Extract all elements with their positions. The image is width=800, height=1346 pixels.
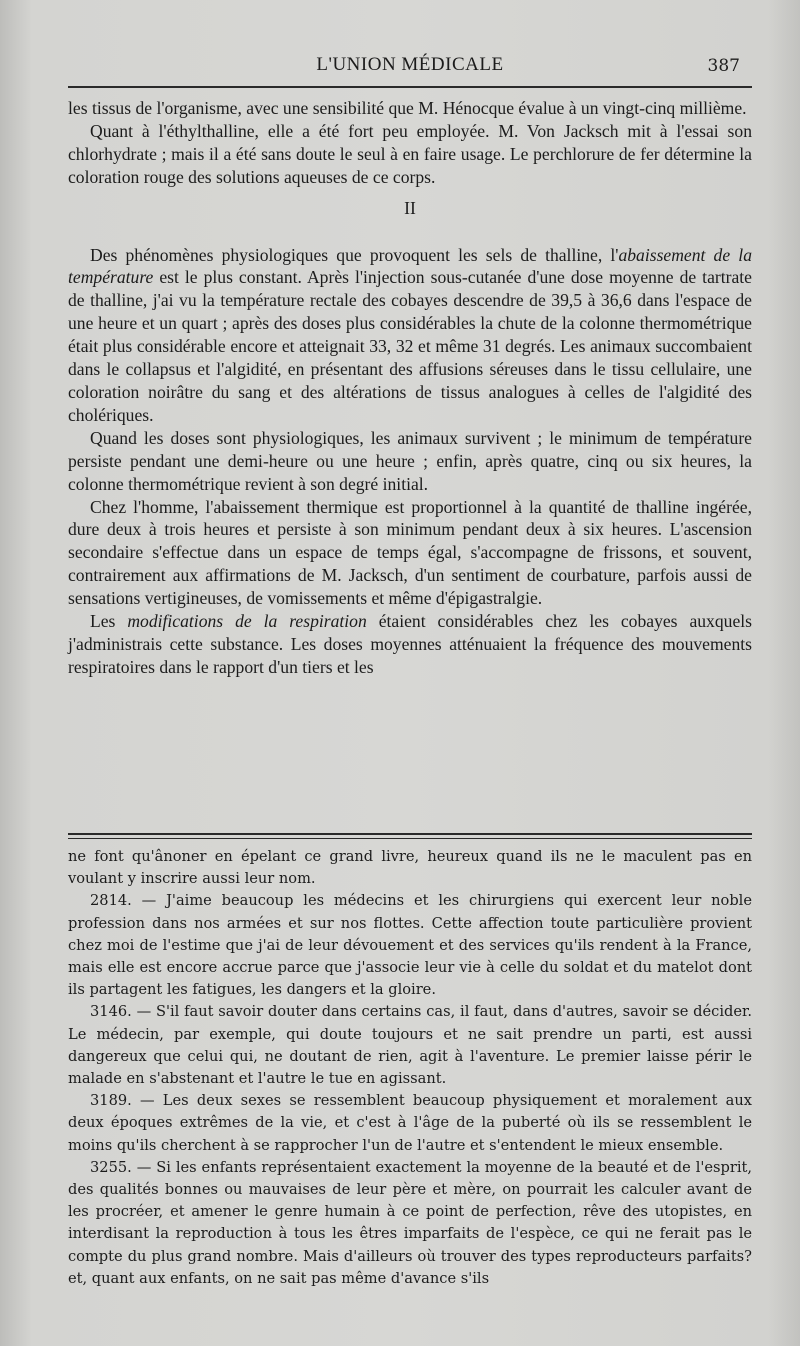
main-text	[68, 97, 752, 679]
note-3189: 3189. — Les deux sexes se ressemblent beaucoup physiquement et moralement aux deux époques extrêmes de la vie, et c'est à l'âge de la puberté où ils se ressemblent le moins qu'ils cherchent à se rapprocher l'un de l'autre et s'entendent le mieux ensemble.	[68, 1092, 752, 1154]
text-run: Des phénomènes physiologiques que provoquent les sels de thalline, l'	[90, 244, 619, 265]
paragraph: Quant à l'éthylthalline, elle a été fort peu employée. M. Von Jacksch mit à l'essai son chlorhydrate ; mais il a été sans doute le seul à en faire usage. Le perchlorure de fer détermine la coloration rouge des solutions aqueuses de ce corps.	[68, 120, 752, 187]
text-run: Les	[90, 611, 128, 632]
text-run: est le plus constant. Après l'injection sous-cutanée d'une dose moyenne de tartrate de thalline, j'ai vu la température rectale des cobayes descendre de 39,5 à 36,6 dans l'espace de une heure et un quart ; après des doses plus considérables la chute de la colonne thermométrique était plus considérable encore et atteignait 33, 32 et même 31 degrés. Les animaux succombaient dans le collapsus et l'algidité, en présentant des affusions séreuses dans le tissu cellulaire, une coloration noirâtre du sang et des altérations de tissus analogues à celles de l'algidité des cholériques.	[68, 267, 752, 425]
section-number: II	[404, 197, 416, 218]
running-title: L'UNION MÉDICALE	[316, 54, 504, 75]
paragraph: Quand les doses sont physiologiques, les animaux survivent ; le minimum de température persiste pendant une demi-heure ou une heure ; enfin, après quatre, cinq ou six heures, la colonne thermométrique revient à son degré initial.	[68, 427, 752, 494]
footnote-rule	[68, 833, 752, 835]
page-number: 387	[707, 56, 740, 76]
text-run: étaient considérables chez les cobayes auxquels j'administrais cette substance. Les doses moyennes atténuaient la fréquence des mouvements respiratoires dans le rapport d'un tiers et les	[68, 611, 752, 677]
emphasis: modifications de la respiration	[127, 611, 367, 632]
page-header	[68, 50, 752, 80]
paragraph: Chez l'homme, l'abaissement thermique est proportionnel à la quantité de thalline ingérée, dure deux à trois heures et persiste à son minimum pendant deux à six heures. L'ascension secondaire s'effectue dans un espace de temps égal, s'accompagne de frissons, et souvent, contrairement aux affirmations de M. Jacksch, d'un sentiment de courbature, parfois aussi de sensations vertigineuses, de vomissements et même d'épigastralgie.	[68, 496, 752, 609]
note-3146: 3146. — S'il faut savoir douter dans certains cas, il faut, dans d'autres, savoir se décider. Le médecin, par exemple, qui doute toujours et ne sait prendre un parti, est aussi dangereux que celui qui, ne doutant de rien, agit à l'aventure. Le premier laisse périr le malade en s'abstenant et l'autre le tue en agissant.	[68, 1003, 752, 1088]
paragraph	[68, 610, 752, 679]
note-3255: 3255. — Si les enfants représentaient exactement la moyenne de la beauté et de l'esprit, des qualités bonnes ou mauvaises de leur père et mère, on pourrait les calculer avant de les procréer, et amener le genre humain à ce point de perfection, rêve des utopistes, en interdisant la reproduction à tous les êtres imparfaits de l'espèce, ce qui ne ferait pas le compte du plus grand nombre. Mais d'ailleurs où trouver des types reproducteurs parfaits? et, quant aux enfants, on ne sait pas même d'avance s'ils	[68, 1158, 752, 1287]
paragraph: les tissus de l'organisme, avec une sensibilité que M. Hénocque évalue à un vingt-cinq millième.	[68, 98, 747, 118]
note-continuation: ne font qu'ânoner en épelant ce grand livre, heureux quand ils ne le maculent pas en voulant y inscrire aussi leur nom.	[68, 848, 752, 888]
emphasis: abaissement de la température	[68, 244, 752, 288]
paragraph	[68, 244, 752, 427]
footnote-rule-thin	[68, 838, 752, 839]
header-rule	[68, 86, 752, 88]
note-2814: 2814. — J'aime beaucoup les médecins et les chirurgiens qui exercent leur noble profession dans nos armées et sur nos flottes. Cette affection toute particulière provient chez moi de l'estime que j'ai de leur dévouement et des services qu'ils rendent à la France, mais elle est encore accrue parce que j'associe leur vie à celle du soldat et du matelot dont ils partagent les fatigues, les dangers et la gloire.	[68, 892, 752, 999]
footnotes	[68, 846, 752, 1290]
